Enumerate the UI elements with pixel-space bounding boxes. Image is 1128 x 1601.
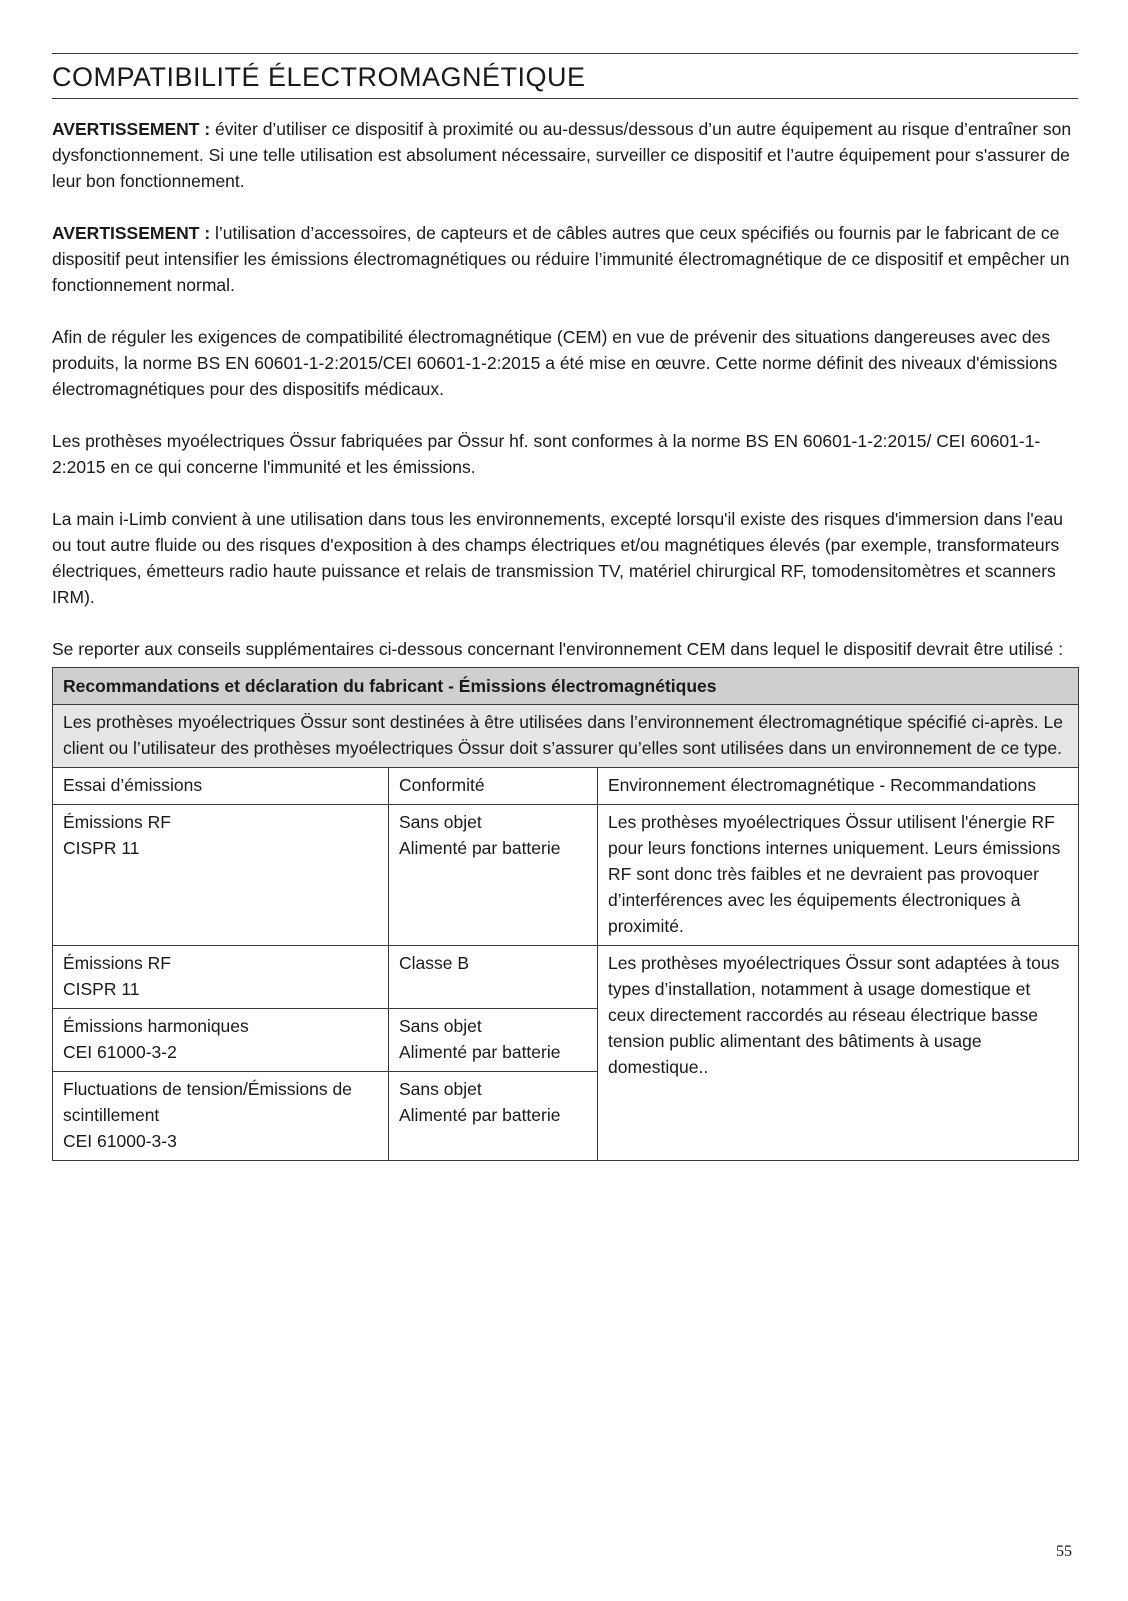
cem-standard-paragraph: Afin de réguler les exigences de compatibilité électromagnétique (CEM) en vue de prévenir des situations dangereuses avec des produits, la norme BS EN 60601-1-2:2015/CEI 60601-1-2:2015 a été mise en œuvre. Cette norme définit des niveaux d'émissions électromagnétiques pour des dispositifs médicaux.: [52, 327, 1058, 399]
title-underline: [52, 98, 1078, 99]
table-heading: Recommandations et déclaration du fabricant - Émissions électromagnétiques: [53, 668, 1079, 705]
conformity-paragraph: Les prothèses myoélectriques Össur fabriquées par Össur hf. sont conformes à la norme BS EN 60601-1-2:2015/ CEI 60601-1-2:2015 en ce qui concerne l'immunité et les émissions.: [52, 431, 1041, 477]
test-standard: CEI 61000-3-2: [63, 1042, 177, 1062]
test-name: Émissions harmoniques: [63, 1016, 249, 1036]
table-row: [53, 805, 1079, 946]
guidance-cell: Les prothèses myoélectriques Össur sont adaptées à tous types d’installation, notamment à usage domestique et ceux directement raccordés au réseau électrique basse tension public alimentant des bâtiments à usage domestique..: [598, 946, 1079, 1161]
page-content: [52, 53, 1078, 1161]
warning-paragraph-1: [52, 116, 1078, 194]
column-header-test: Essai d’émissions: [53, 768, 389, 805]
test-name: Émissions RF: [63, 953, 171, 973]
table-heading-row: [53, 668, 1079, 705]
compliance-note: Alimenté par batterie: [399, 1042, 561, 1062]
warning-text: l’utilisation d’accessoires, de capteurs et de câbles autres que ceux spécifiés ou fournis par le fabricant de ce dispositif peut intensifier les émissions électromagnétiques ou réduire l’immunité électromagnétique de ce dispositif et empêcher un fonctionnement normal.: [52, 223, 1070, 295]
guidance-paragraph: Se reporter aux conseils supplémentaires ci-dessous concernant l'environnement CEM dans lequel le dispositif devrait être utilisé :: [52, 639, 1064, 659]
table-column-header-row: [53, 768, 1079, 805]
environment-paragraph: La main i-Limb convient à une utilisation dans tous les environnements, excepté lorsqu'il existe des risques d'immersion dans l'eau ou tout autre fluide ou des risques d'exposition à des champs électriques et/ou magnétiques élevés (par exemple, transformateurs électriques, émetteurs radio haute puissance et relais de transmission TV, matériel chirurgical RF, tomodensitomètres et scanners IRM).: [52, 509, 1063, 607]
compliance-note: Alimenté par batterie: [399, 838, 561, 858]
emissions-table: [52, 667, 1079, 1161]
compliance-value: Classe B: [399, 953, 470, 973]
table-row: [53, 946, 1079, 1009]
compliance-cell: [389, 1072, 598, 1161]
compliance-note: Alimenté par batterie: [399, 1105, 561, 1125]
test-cell: [53, 805, 389, 946]
compliance-value: Sans objet: [399, 1016, 482, 1036]
warning-label: AVERTISSEMENT :: [52, 119, 211, 139]
body-text: [52, 116, 1078, 662]
warning-label: AVERTISSEMENT :: [52, 223, 211, 243]
compliance-cell: [389, 946, 598, 1009]
guidance-cell: Les prothèses myoélectriques Össur utilisent l'énergie RF pour leurs fonctions internes uniquement. Leurs émissions RF sont donc très faibles et ne devraient pas provoquer d’interférences avec les équipements électroniques à proximité.: [598, 805, 1079, 946]
test-cell: [53, 946, 389, 1009]
test-standard: CISPR 11: [63, 979, 140, 999]
warning-text: éviter d’utiliser ce dispositif à proximité ou au-dessus/dessous d’un autre équipement au risque d’entraîner son dysfonctionnement. Si une telle utilisation est absolument nécessaire, surveiller ce dispositif et l’autre équipement pour s'assurer de leur bon fonctionnement.: [52, 119, 1072, 191]
compliance-value: Sans objet: [399, 1079, 482, 1099]
column-header-guidance: Environnement électromagnétique - Recommandations: [598, 768, 1079, 805]
page-title: COMPATIBILITÉ ÉLECTROMAGNÉTIQUE: [52, 62, 586, 92]
test-cell: [53, 1072, 389, 1161]
page-number: 55: [1056, 1543, 1072, 1560]
test-name: Émissions RF: [63, 812, 171, 832]
test-standard: CISPR 11: [63, 838, 140, 858]
table-intro: Les prothèses myoélectriques Össur sont destinées à être utilisées dans l’environnement électromagnétique spécifié ci-après. Le client ou l’utilisateur des prothèses myoélectriques Össur doit s’assurer qu’elles sont utilisées dans un environnement de ce type.: [53, 705, 1079, 768]
test-name: Fluctuations de tension/Émissions de scintillement: [63, 1079, 352, 1125]
table-intro-row: [53, 705, 1079, 768]
test-cell: [53, 1009, 389, 1072]
warning-paragraph-2: [52, 220, 1078, 298]
column-header-compliance: Conformité: [389, 768, 598, 805]
test-standard: CEI 61000-3-3: [63, 1131, 177, 1151]
compliance-cell: [389, 805, 598, 946]
compliance-value: Sans objet: [399, 812, 482, 832]
compliance-cell: [389, 1009, 598, 1072]
